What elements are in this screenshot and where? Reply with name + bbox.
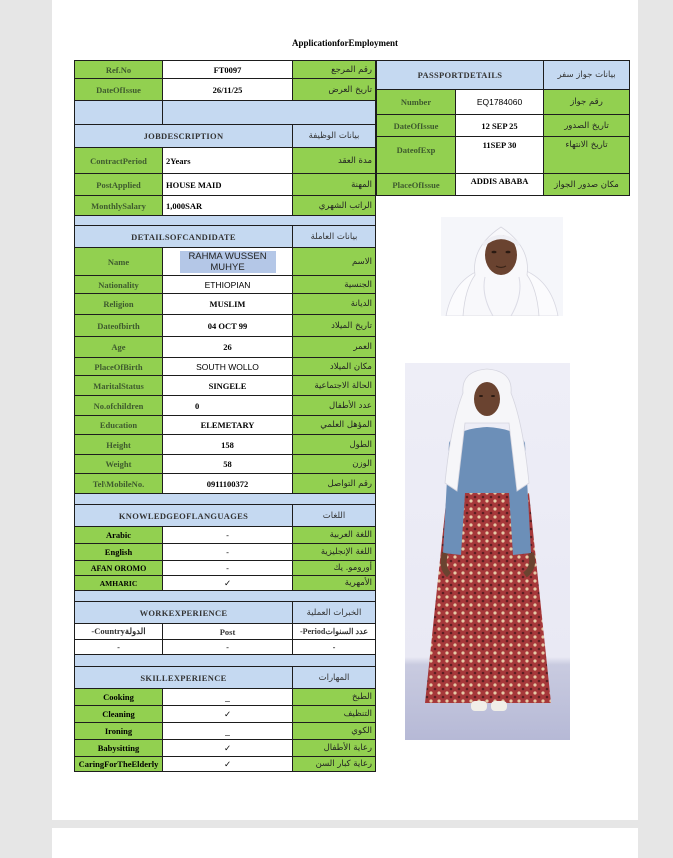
- passport-number-value: EQ1784060: [456, 90, 544, 115]
- language-english-ar: اللغة الإنجليزية: [293, 544, 376, 561]
- language-amharic-ar: الأمهرية: [293, 576, 376, 591]
- skill-cooking-value: _: [163, 689, 293, 706]
- skill-elderly-care-value: ✓: [163, 757, 293, 772]
- skill-cooking-label: Cooking: [75, 689, 163, 706]
- candidate-details-heading-ar: بيانات العاملة: [293, 226, 376, 248]
- monthly-salary-value: 1,000SAR: [163, 196, 293, 216]
- work-post-header: Post: [163, 624, 293, 640]
- skill-babysitting-value: ✓: [163, 740, 293, 757]
- spacer-row: [75, 101, 163, 125]
- passport-issue-label: DateOfIssue: [377, 115, 456, 137]
- name-label: Name: [75, 248, 163, 276]
- age-value: 26: [163, 337, 293, 358]
- language-english-label: English: [75, 544, 163, 561]
- passport-issue-ar: تاريخ الصدور: [544, 115, 630, 137]
- date-of-birth-value: 04 OCT 99: [163, 315, 293, 337]
- post-applied-label: PostApplied: [75, 174, 163, 196]
- skill-experience-heading-ar: المهارات: [293, 667, 376, 689]
- language-english-value: -: [163, 544, 293, 561]
- candidate-full-body-photo: [405, 363, 570, 740]
- language-oromo-ar: أورومو. يك: [293, 561, 376, 576]
- spacer-row: [75, 494, 376, 505]
- passport-place-ar: مكان صدور الجواز: [544, 174, 630, 196]
- spacer-row: [75, 216, 376, 226]
- height-value: 158: [163, 435, 293, 455]
- candidate-headshot-photo: [441, 217, 563, 316]
- language-arabic-label: Arabic: [75, 527, 163, 544]
- next-page: [52, 828, 638, 858]
- skill-cooking-ar: الطبخ: [293, 689, 376, 706]
- language-arabic-ar: اللغة العربية: [293, 527, 376, 544]
- date-of-issue-ar: تاريخ العرض: [293, 79, 376, 101]
- weight-ar: الوزن: [293, 455, 376, 474]
- place-of-birth-label: PlaceOfBirth: [75, 358, 163, 376]
- candidate-form-table: [74, 60, 376, 772]
- children-ar: عدد الأطفال: [293, 396, 376, 416]
- passport-number-ar: رقم جواز: [544, 90, 630, 115]
- date-of-issue-value: 26/11/25: [163, 79, 293, 101]
- mobile-label: Tel\MobileNo.: [75, 474, 163, 494]
- passport-heading: PASSPORTDETAILS: [377, 61, 544, 90]
- contract-period-value: 2Years: [163, 148, 293, 174]
- height-label: Height: [75, 435, 163, 455]
- languages-heading-ar: اللغات: [293, 505, 376, 527]
- date-of-issue-label: DateOfIssue: [75, 79, 163, 101]
- work-period-header: -Periodعدد السنوات: [293, 624, 376, 640]
- mobile-ar: رقم التواصل: [293, 474, 376, 494]
- work-post-value: -: [163, 640, 293, 655]
- ref-no-ar: رقم المرجع: [293, 61, 376, 79]
- passport-table: [376, 60, 630, 196]
- spacer-row: [163, 101, 376, 125]
- name-value-cell: [163, 248, 293, 276]
- spacer-row: [75, 591, 376, 602]
- passport-place-label: PlaceOfIssue: [377, 174, 456, 196]
- name-ar: الاسم: [293, 248, 376, 276]
- height-ar: الطول: [293, 435, 376, 455]
- children-value: 0: [163, 396, 293, 416]
- language-amharic-label: AMHARIC: [75, 576, 163, 591]
- language-amharic-value: ✓: [163, 576, 293, 591]
- skill-experience-heading: SKILLEXPERIENCE: [75, 667, 293, 689]
- age-ar: العمر: [293, 337, 376, 358]
- work-experience-heading: WORKEXPERIENCE: [75, 602, 293, 624]
- work-country-value: -: [75, 640, 163, 655]
- job-description-heading: JOBDESCRIPTION: [75, 125, 293, 148]
- skill-cleaning-ar: التنظيف: [293, 706, 376, 723]
- document-title: ApplicationforEmployment: [291, 38, 398, 48]
- passport-expiry-ar: تاريخ الانتهاء: [544, 137, 630, 174]
- name-value: RAHMA WUSSEN MUHYE: [180, 251, 276, 273]
- age-label: Age: [75, 337, 163, 358]
- religion-value: MUSLIM: [163, 294, 293, 315]
- contract-period-label: ContractPeriod: [75, 148, 163, 174]
- ref-no-value: FT0097: [163, 61, 293, 79]
- passport-expiry-value: 11SEP 30: [456, 137, 544, 174]
- weight-value: 58: [163, 455, 293, 474]
- passport-issue-value: 12 SEP 25: [456, 115, 544, 137]
- monthly-salary-ar: الراتب الشهري: [293, 196, 376, 216]
- job-description-heading-ar: بيانات الوظيفة: [293, 125, 376, 148]
- marital-status-value: SINGELE: [163, 376, 293, 396]
- education-ar: المؤهل العلمي: [293, 416, 376, 435]
- skill-babysitting-ar: رعاية الأطفال: [293, 740, 376, 757]
- skill-cleaning-label: Cleaning: [75, 706, 163, 723]
- language-oromo-label: AFAN OROMO: [75, 561, 163, 576]
- place-of-birth-value: SOUTH WOLLO: [163, 358, 293, 376]
- passport-number-label: Number: [377, 90, 456, 115]
- language-arabic-value: -: [163, 527, 293, 544]
- skill-ironing-label: Ironing: [75, 723, 163, 740]
- contract-period-ar: مدة العقد: [293, 148, 376, 174]
- children-label: No.ofchildren: [75, 396, 163, 416]
- work-experience-heading-ar: الخبرات العملية: [293, 602, 376, 624]
- nationality-value: ETHIOPIAN: [163, 276, 293, 294]
- skill-ironing-value: _: [163, 723, 293, 740]
- weight-label: Weight: [75, 455, 163, 474]
- post-applied-ar: المهنة: [293, 174, 376, 196]
- place-of-birth-ar: مكان الميلاد: [293, 358, 376, 376]
- passport-place-value: ADDIS ABABA: [456, 174, 544, 196]
- work-country-header: -Countryالدولة: [75, 624, 163, 640]
- skill-elderly-care-label: CaringForTheElderly: [75, 757, 163, 772]
- date-of-birth-ar: تاريخ الميلاد: [293, 315, 376, 337]
- education-label: Education: [75, 416, 163, 435]
- skill-cleaning-value: ✓: [163, 706, 293, 723]
- monthly-salary-label: MonthlySalary: [75, 196, 163, 216]
- skill-elderly-care-ar: رعاية كبار السن: [293, 757, 376, 772]
- mobile-value: 0911100372: [163, 474, 293, 494]
- passport-expiry-label: DateofExp: [377, 137, 456, 174]
- nationality-ar: الجنسية: [293, 276, 376, 294]
- nationality-label: Nationality: [75, 276, 163, 294]
- spacer-row: [75, 655, 376, 667]
- marital-status-ar: الحالة الاجتماعية: [293, 376, 376, 396]
- marital-status-label: MaritalStatus: [75, 376, 163, 396]
- candidate-details-heading: DETAILSOFCANDIDATE: [75, 226, 293, 248]
- skill-ironing-ar: الكوي: [293, 723, 376, 740]
- religion-label: Religion: [75, 294, 163, 315]
- work-period-value: -: [293, 640, 376, 655]
- passport-heading-ar: بيانات جواز سفر: [544, 61, 630, 90]
- education-value: ELEMETARY: [163, 416, 293, 435]
- full-body-illustration: [405, 363, 570, 740]
- headshot-illustration: [441, 217, 563, 316]
- language-oromo-value: -: [163, 561, 293, 576]
- date-of-birth-label: Dateofbirth: [75, 315, 163, 337]
- post-applied-value: HOUSE MAID: [163, 174, 293, 196]
- religion-ar: الديانة: [293, 294, 376, 315]
- skill-babysitting-label: Babysitting: [75, 740, 163, 757]
- languages-heading: KNOWLEDGEOFLANGUAGES: [75, 505, 293, 527]
- ref-no-label: Ref.No: [75, 61, 163, 79]
